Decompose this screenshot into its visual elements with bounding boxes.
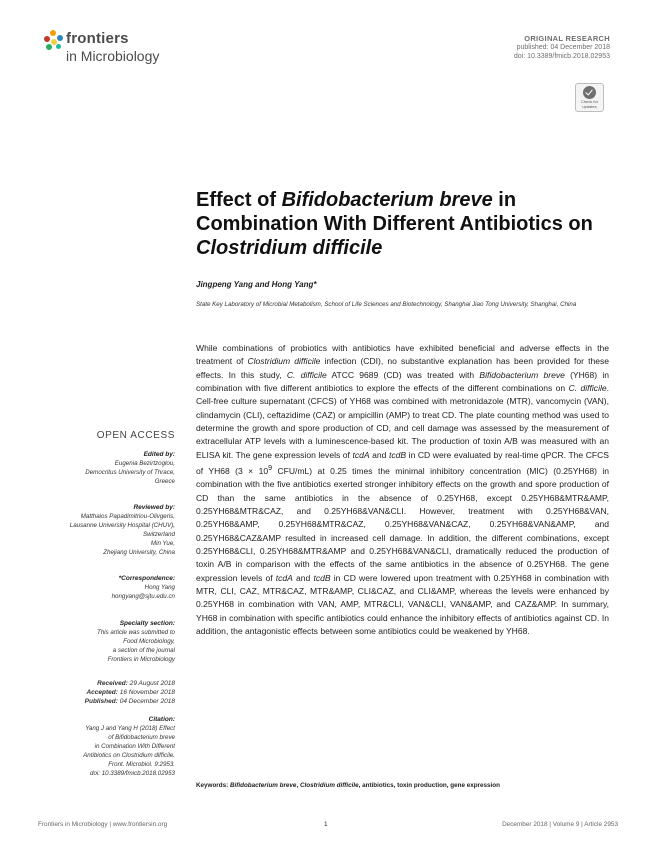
article-type: ORIGINAL RESEARCH (524, 34, 610, 43)
affiliation: State Key Laboratory of Microbial Metabolism, School of Life Sciences and Biotechnology, Shanghai Jiao Tong University, Shanghai, China (196, 301, 577, 308)
article-title: Effect of Bifidobacterium breve in Combination With Different Antibiotics on Clostridium difficile (196, 189, 593, 259)
check-for-updates-button[interactable]: Check for updates (575, 83, 604, 112)
citation-doi[interactable]: doi: 10.3389/fmicb.2018.02953 (90, 770, 175, 777)
specialty-section: Specialty section: This article was submitted to Food Microbiology, a section of the journal Frontiers in Microbiology (96, 620, 175, 663)
journal-name-line2: in Microbiology (66, 48, 160, 64)
keyword-list: Bifidobacterium breve, Clostridium difficile, antibiotics, toxin production, gene expression (229, 782, 500, 789)
reviewed-by: Reviewed by: Matthaios Papadimitriou-Olivgeris, Lausanne University Hospital (CHUV), Switzerland Min Yue, Zhejiang University, China (69, 504, 175, 556)
published-date: published: 04 December 2018 (516, 44, 610, 51)
correspondence: *Correspondence: Hong Yang hongyang@sjtu.edu.cn (40, 574, 175, 601)
article-header-info (514, 34, 610, 61)
footer-issue-info: December 2018 | Volume 9 | Article 2953 (502, 821, 618, 828)
abstract: While combinations of probiotics with antibiotics have exhibited beneficial and adverse effects in the treatment of Clostridium difficile infection (CDI), no substantive explanation has been provided for these effects. In this study, C. difficile ATCC 9689 (CD) was treated with Bifidobacterium breve (YH68) in combination with five different antibiotics to explore the effects of the different combinations on C. difficile. Cell-free culture supernatant (CFCS) of YH68 was combined with metronidazole (MTR), vancomycin (VAN), clindamycin (CLI), ceftazidime (CAZ) or ampicillin (AMP) to treat CD. The plate counting method was used to determine the growth and spore production of CD, and cell damage was assessed by the measurement of extracellular ATP levels with a luminescence-based kit. The production of toxin A/B was measured with an ELISA kit. The gene expression levels of tcdA and tcdB in CD were evaluated by real-time qPCR. The CFCS of YH68 ($3 \times 10^9$ CFU/mL) at 0.25 times the minimal inhibitory concentration (MIC) (0.25YH68) in combination with the five antibiotics exerted stronger inhibitory effects on the growth and spore production of CD than the same antibiotics in the absence of 0.25YH68, except 0.25YH68&MTR&AMP, 0.25YH68&MTR&CAZ, and 0.25YH68&VAN&CLI. However, treatment with 0.25YH68&VAN, 0.25YH68&AMP, 0.25YH68&MTR&CAZ, 0.25YH68&VAN&CAZ, 0.25YH68&VAN&AMP, and 0.25YH68&CAZ&AMP resulted in increased cell damage. In addition, the different combinations, except 0.25YH68&CLI, 0.25YH68&MTR&AMP and 0.25YH68&VAN&CLI, dramatically reduced the production of toxin A/B in comparison with the effects of the same antibiotics in the absence of 0.25YH68. The gene expression levels of tcdA and tcdB in CD were lowered upon treatment with 0.25YH68 in combination with MTR, CLI, CAZ, MTR&CAZ, MTR&AMP, CLI&CAZ, and CLI&AMP, whereas the levels were enhanced by 0.25YH68 in combination with VAN, AMP, MTR&CLI, VAN&CLI, VAN&AMP, and CAZ&AMP. In summary, YH68 in combination with specific antibiotics could enhance the inhibitory effects of antibiotics against CD. In addition, the antagonistic effects between some antibiotics could be weakened by YH68. (196, 343, 610, 637)
authors: Jingpeng Yang and Hong Yang* (196, 280, 317, 289)
correspondence-email[interactable]: hongyang@sjtu.edu.cn (111, 593, 175, 600)
frontiers-logo-icon (42, 30, 64, 52)
edited-by: Edited by: Eugenia Bezirtzoglou, Democritus University of Thrace, Greece (85, 451, 175, 485)
journal-logo (42, 28, 202, 70)
keywords: Keywords: Bifidobacterium breve, Clostridium difficile, antibiotics, toxin production, gene expression (196, 782, 500, 789)
doi[interactable]: doi: 10.3389/fmicb.2018.02953 (513, 53, 610, 60)
footer-journal-link[interactable]: Frontiers in Microbiology | www.frontiersin.org (38, 821, 168, 828)
dates: Received: 29 August 2018 Accepted: 16 November 2018 Published: 04 December 2018 (84, 680, 175, 705)
check-updates-icon (583, 86, 596, 99)
open-access-label: OPEN ACCESS (96, 430, 175, 441)
page-number: 1 (324, 821, 328, 828)
journal-name-line1: frontiers (66, 30, 129, 47)
citation: Citation: Yang J and Yang H (2018) Effect of Bifidobacterium breve in Combination With Different Antibiotics on Clostridium difficile. Front. Microbiol. 9:2953. doi: 10.3389/fmicb.2018.02953 (40, 715, 175, 778)
